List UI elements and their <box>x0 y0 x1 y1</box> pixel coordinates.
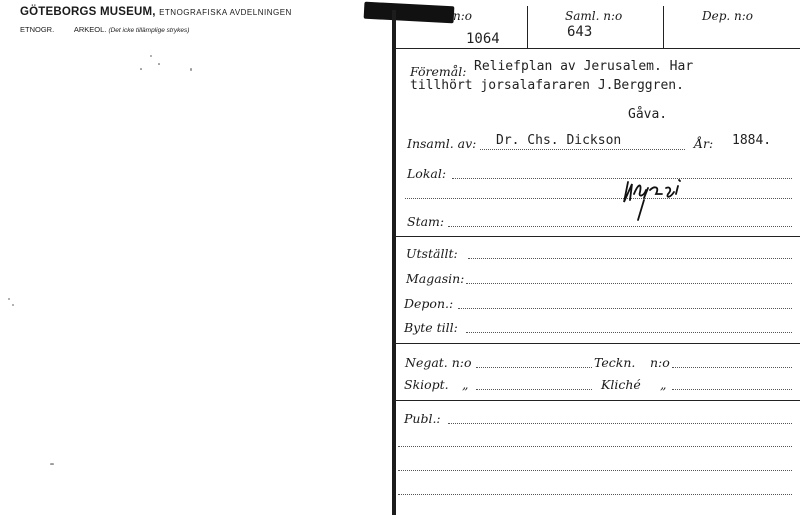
scan-speck <box>190 68 192 71</box>
scan-speck <box>50 463 54 465</box>
year-label: År: <box>694 136 714 151</box>
column-divider <box>663 6 664 48</box>
dotted-line <box>398 494 792 495</box>
handwritten-annotation <box>622 176 702 226</box>
foremal-label: Föremål: <box>410 64 467 79</box>
dotted-line <box>672 389 792 390</box>
kliche-ditto-mark: „ <box>660 377 667 392</box>
collector-name: Dr. Chs. Dickson <box>496 133 622 148</box>
dotted-line <box>466 283 792 284</box>
dotted-line <box>672 367 792 368</box>
header-rule <box>394 48 800 49</box>
arkeol-label: ARKEOL. <box>73 25 107 34</box>
collection-number: 643 <box>567 24 593 40</box>
category-line <box>20 25 189 34</box>
publ-label: Publ.: <box>404 411 441 426</box>
teckn-number-label: n:o <box>650 355 670 370</box>
strike-note: (Det icke tillämplige strykes) <box>108 27 190 34</box>
scan-speck <box>140 68 142 70</box>
scan-speck <box>8 298 10 300</box>
col2-label: Saml. n:o <box>565 9 623 23</box>
department-name: ETNOGRAFISKA AVDELNINGEN <box>159 8 292 17</box>
card-tab <box>364 2 455 24</box>
dotted-line <box>480 149 685 150</box>
dotted-line <box>398 470 792 471</box>
dotted-line <box>398 446 792 447</box>
col1-label: n:o <box>453 9 472 23</box>
column-divider <box>527 6 528 48</box>
foremal-line-2: tillhört jorsalafararen J.Berggren. <box>410 78 684 93</box>
year-value: 1884. <box>732 133 772 148</box>
dotted-line <box>448 226 792 227</box>
utstallt-label: Utställt: <box>406 246 458 261</box>
museum-name: GÖTEBORGS MUSEUM, <box>20 6 156 18</box>
col3-label: Dep. n:o <box>702 9 754 23</box>
teckn-label: Teckn. <box>594 355 636 370</box>
dotted-line <box>476 367 592 368</box>
card-left-border <box>392 10 396 515</box>
magasin-label: Magasin: <box>406 271 465 286</box>
dotted-line <box>466 332 792 333</box>
depon-label: Depon.: <box>404 296 454 311</box>
foremal-line-1: Reliefplan av Jerusalem. Har <box>474 59 694 74</box>
section-rule <box>394 400 800 401</box>
dotted-line <box>468 258 792 259</box>
section-rule <box>394 343 800 344</box>
scan-speck <box>150 55 152 57</box>
dotted-line <box>405 198 792 199</box>
skiopt-label: Skiopt. <box>404 377 449 392</box>
dotted-line <box>458 308 792 309</box>
lokal-label: Lokal: <box>407 166 447 181</box>
dotted-line <box>448 423 792 424</box>
etnogr-label: ETNOGR. <box>20 25 55 34</box>
dotted-line <box>476 389 592 390</box>
negat-label: Negat. n:o <box>405 355 472 370</box>
insaml-label: Insaml. av: <box>407 136 477 151</box>
inventory-number: 1064 <box>466 31 500 47</box>
scan-speck <box>158 63 160 65</box>
kliche-label: Kliché <box>601 377 641 392</box>
museum-header <box>20 6 292 18</box>
byte-label: Byte till: <box>404 320 458 335</box>
skiopt-ditto-mark: „ <box>462 377 469 392</box>
stam-label: Stam: <box>407 214 445 229</box>
foremal-line-3: Gåva. <box>628 107 668 122</box>
scan-speck <box>12 304 14 306</box>
section-rule <box>394 236 800 237</box>
